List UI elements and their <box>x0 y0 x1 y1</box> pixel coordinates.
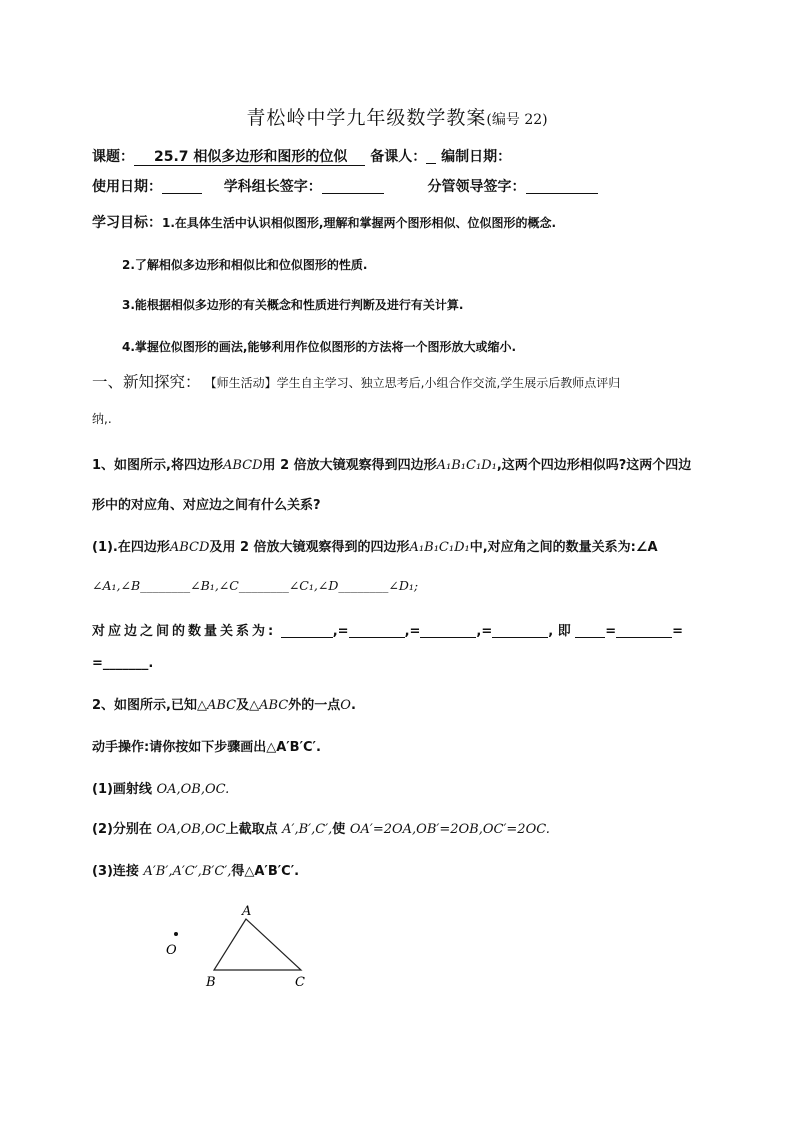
step3-a: (3)连接 <box>92 864 139 879</box>
step-3 <box>92 860 299 879</box>
objective-2: 2.了解相似多边形和相似比和位似图形的性质. <box>122 258 368 272</box>
step2-e: 使 <box>332 822 346 837</box>
sides-row: 对应边之间的数量关系为: ,= ,= ,= , 即 = = <box>92 624 684 639</box>
step1-a: (1)画射线 <box>92 782 152 797</box>
step1-b: OA,OB,OC. <box>156 782 230 797</box>
label-o: O <box>166 943 177 958</box>
compile-date-label: 编制日期： <box>441 149 512 165</box>
question-2-line-1: 2、如图所示,已知△ABC及△ABC外的一点O. <box>92 698 356 713</box>
objective-1: 1.在具体生活中认识相似图形,理解和掌握两个图形相似、位似图形的概念. <box>162 216 557 230</box>
activity-text-cont: 纳,. <box>92 412 112 426</box>
sides-tail: = <box>672 624 684 639</box>
topic-value: 25.7 相似多边形和图形的位似 <box>134 149 365 166</box>
title-number: (编号 22) <box>486 112 548 128</box>
leader-sign-label: 分管领导签字： <box>427 179 526 195</box>
sides-blank-6[interactable] <box>616 623 672 638</box>
step2-f: OA′=2OA,OB′=2OB,OC′=2OC. <box>349 822 550 837</box>
question-1-sub-1 <box>92 536 658 555</box>
preparer-label: 备课人： <box>370 149 427 165</box>
group-sign-label: 学科组长签字： <box>223 179 322 195</box>
q2-abc-1: ABC <box>206 698 237 713</box>
title-text: 青松岭中学九年级数学教案 <box>246 107 487 129</box>
sides-blank-1[interactable] <box>281 623 333 638</box>
sides-label: 对应边之间的数量关系为: <box>92 624 277 639</box>
label-a: A <box>242 904 252 919</box>
sides-end[interactable]: =_______. <box>92 656 154 671</box>
q2-abc-2: ABC <box>259 698 289 713</box>
preparer-blank[interactable] <box>426 149 436 164</box>
triangle-figure <box>150 895 330 995</box>
group-sign-blank[interactable] <box>322 179 384 194</box>
use-date-blank[interactable] <box>162 179 202 194</box>
section-heading-line <box>92 370 620 392</box>
q1-sub1-abcd: ABCD <box>169 540 210 555</box>
step2-c: 上截取点 <box>225 822 278 837</box>
sides-blank-2[interactable] <box>349 623 405 638</box>
q2-line1-b: 及△ <box>236 698 260 713</box>
q1-sub1-b: 及用 2 倍放大镜观察得到的四边形 <box>209 540 410 555</box>
question-1-line-2: 形中的对应角、对应边之间有什么关系? <box>92 498 321 513</box>
step2-b: OA,OB,OC <box>156 822 226 837</box>
section-heading: 一、新知探究： <box>92 373 201 391</box>
q2-o: O <box>340 698 351 713</box>
label-b: B <box>206 975 216 990</box>
topic-line <box>92 146 511 166</box>
objectives-line-1 <box>92 212 556 232</box>
objective-4: 4.掌握位似图形的画法,能够利用作位似图形的方法将一个图形放大或缩小. <box>122 340 517 354</box>
step2-d: A′,B′,C′, <box>282 822 333 837</box>
objective-3: 3.能根据相似多边形的有关概念和性质进行判断及进行有关计算. <box>122 298 464 312</box>
step-1 <box>92 778 229 797</box>
label-c: C <box>295 975 305 990</box>
step-2 <box>92 818 550 837</box>
q2-line1-a: 2、如图所示,已知△ <box>92 698 207 713</box>
leader-sign-blank[interactable] <box>526 179 598 194</box>
q1-sub1-a1b1c1d1: A₁B₁C₁D₁ <box>409 540 470 555</box>
q1-text-c: ,这两个四边形相似吗?这两个四边 <box>496 458 692 473</box>
sides-blank-5[interactable] <box>575 623 605 638</box>
q1-a1b1c1d1: A₁B₁C₁D₁ <box>436 458 497 473</box>
point-o <box>174 932 178 936</box>
question-1-line-1 <box>92 454 691 473</box>
q1-abcd: ABCD <box>222 458 263 473</box>
objectives-label: 学习目标： <box>92 215 162 231</box>
q1-text-a: 1、如图所示,将四边形 <box>92 458 223 473</box>
use-date-label: 使用日期： <box>92 179 162 195</box>
page-title <box>0 103 794 130</box>
q1-sub1-c: 中,对应角之间的数量关系为:∠A <box>469 540 658 555</box>
activity-text: 【师生活动】学生自主学习、独立思考后,小组合作交流,学生展示后教师点评归 <box>204 376 621 390</box>
sides-blank-4[interactable] <box>492 623 548 638</box>
angles-row[interactable]: ∠A₁,∠B________∠B₁,∠C________∠C₁,∠D________∠D₁; <box>92 578 419 593</box>
q2-line1-c: 外的一点 <box>288 698 341 713</box>
signature-line <box>92 176 598 196</box>
triangle-abc <box>214 919 301 970</box>
step3-b: A′B′,A′C′,B′C′, <box>143 864 232 879</box>
topic-label: 课题： <box>92 149 134 165</box>
step2-a: (2)分别在 <box>92 822 152 837</box>
sides-blank-3[interactable] <box>420 623 476 638</box>
question-2-line-2: 动手操作:请你按如下步骤画出△A′B′C′. <box>92 740 321 755</box>
step3-c: 得△A′B′C′. <box>231 864 300 879</box>
q1-text-b: 用 2 倍放大镜观察得到四边形 <box>262 458 437 473</box>
q1-sub1-a: (1).在四边形 <box>92 540 170 555</box>
